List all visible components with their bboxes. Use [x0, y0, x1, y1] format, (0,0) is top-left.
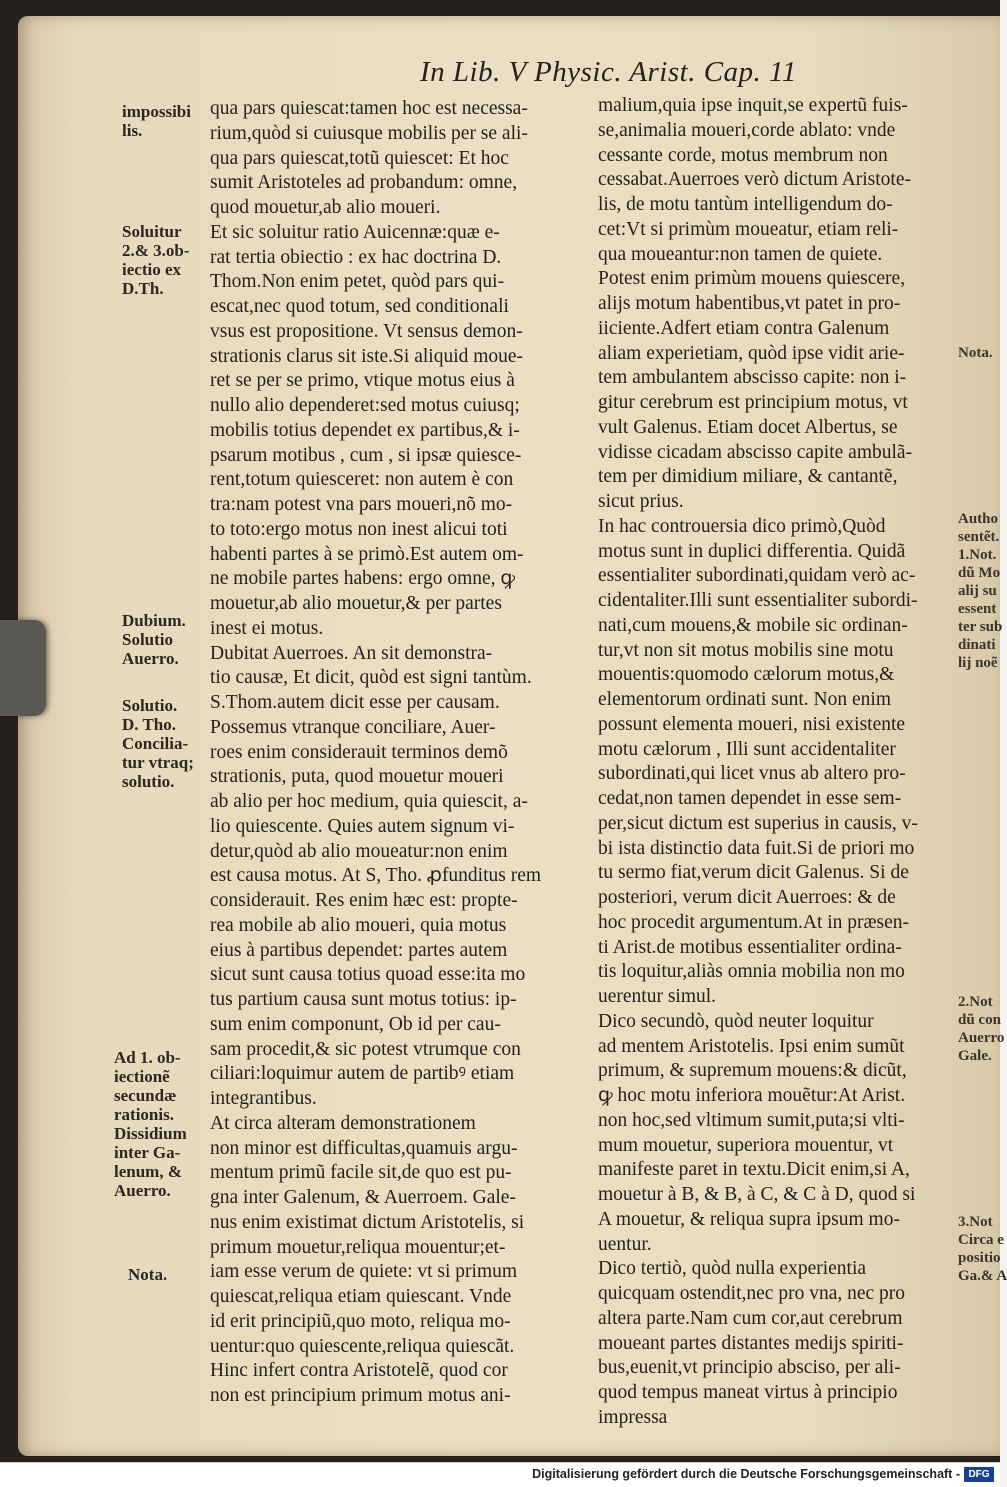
text-line: quiescat,reliqua etiam quiescant. Vnde: [210, 1286, 512, 1307]
text-line: Dubitat Auerroes. An sit demonstra-: [210, 642, 493, 664]
margin-note-solutio: Solutio. D. Tho. Concilia- tur vtraq; solutio.: [122, 696, 194, 791]
text-line: alijs motum habentibus,vt patet in pro-: [598, 293, 901, 314]
text-line: primum mouetur,reliqua mouentur;et-: [210, 1236, 506, 1258]
text-line: mobilis totius dependet ex partibus,& i-: [210, 419, 520, 441]
text-line: In hac controuersia dico primò,Quòd: [598, 515, 886, 537]
text-line: motu cælorum , Illi sunt accidentaliter: [598, 738, 896, 760]
text-line: tra:nam potest vna pars moueri,nõ mo-: [210, 494, 513, 515]
text-line: non hoc,sed vltimum sumit,puta;si vlti-: [598, 1109, 905, 1131]
text-line: nullo alio dependeret:sed motus cuiusq;: [210, 395, 520, 416]
text-line: tio causæ, Et dicit, quòd est signi tantùm.: [210, 667, 532, 689]
text-line: roes enim considerauit terminos demõ: [210, 741, 508, 763]
text-line: aliam experietiam, quòd ipse vidit arie-: [598, 342, 905, 364]
text-line: malium,quia ipse inquit,se expertũ fuis-: [598, 95, 908, 116]
text-line: strationis, puta, quod mouetur moueri: [210, 766, 504, 788]
text-line: ꝙ hoc motu inferiora mouẽtur:At Arist.: [598, 1085, 906, 1106]
margin-note-ad-obiectionem: Ad 1. ob- iectionẽ secundæ rationis. Dissidium inter Ga- lenum, & Auerro.: [114, 1048, 187, 1200]
text-line: Hinc infert contra Aristotelẽ, quod cor: [210, 1360, 508, 1382]
text-line: non est principium primum motus ani-: [210, 1385, 511, 1406]
text-line: eius à partibus dependet: partes autem: [210, 939, 508, 961]
text-line: psarum motibus , cum , si ipsæ quiesce-: [210, 444, 522, 466]
text-line: tem ambulantem abscisso capite: non i-: [598, 367, 907, 389]
text-line: bus,euenit,vt principio absciso, per ali-: [598, 1357, 901, 1379]
text-line: vult Galenus. Etiam docet Albertus, se: [598, 416, 898, 438]
footer-credit: Digitalisierung gefördert durch die Deutsche Forschungsgemeinschaft -: [532, 1467, 960, 1481]
text-line: per,sicut dictum est superius in causis, v-: [598, 812, 918, 834]
text-line: quicquam ostendit,nec pro vna, nec pro: [598, 1283, 906, 1304]
text-line: to toto:ergo motus non inest alicui toti: [210, 518, 508, 540]
margin-note-nota-right: Nota.: [958, 345, 993, 361]
text-line: qua moueantur:non tamen de quiete.: [598, 243, 883, 265]
page-clip: [0, 620, 46, 716]
text-line: quod mouetur,ab alio moueri.: [210, 197, 441, 218]
text-line: sicut sunt causa totius quoad esse:ita mo: [210, 964, 526, 986]
text-line: Possemus vtranque conciliare, Auer-: [210, 716, 496, 738]
margin-note-2-nota: 2.Not dũ con Auerro Gale.: [958, 994, 1005, 1064]
text-line: ciliari:loquimur autem de partibꝰ etiam: [210, 1063, 515, 1085]
text-line: possunt elementa moueri, nisi existente: [598, 713, 906, 735]
text-line: uerentur simul.: [598, 986, 717, 1007]
text-line: ti Arist.de motibus essentialiter ordina-: [598, 936, 902, 958]
text-line: vidisse cicadam abscisso capite ambulã-: [598, 441, 913, 463]
text-line: rium,quòd si cuiusque mobilis per se ali-: [210, 122, 528, 144]
margin-note-3-nota: 3.Not Circa e positio Ga.& A: [958, 1214, 1007, 1284]
text-line: uentur:quo quiescente,reliqua quiescãt.: [210, 1335, 515, 1357]
text-line: rat tertia obiectio : ex hac doctrina D.: [210, 246, 502, 268]
text-line: mentum primũ facile sit,de quo est pu-: [210, 1162, 512, 1184]
text-line: vsus est propositione. Vt sensus demon-: [210, 320, 523, 342]
text-line: integrantibus.: [210, 1088, 317, 1109]
text-line: moueant partes distantes medijs spiriti-: [598, 1332, 904, 1354]
text-line: strationis clarus sit iste.Si aliquid moue-: [210, 345, 524, 367]
text-line: essentialiter subordinati,quidam verò ac-: [598, 565, 916, 587]
text-line: rea mobile ab alio moueri, quia motus: [210, 914, 507, 936]
text-line: hoc procedit argumentum.At in præsen-: [598, 911, 910, 933]
text-line: gna inter Galenum, & Auerroem. Gale-: [210, 1187, 516, 1208]
text-line: mouentis:quomodo cælorum motus,&: [598, 664, 895, 686]
text-line: tis loquitur,aliàs omnia mobilia non mo: [598, 961, 905, 983]
text-line: tem per dimidium miliare, & cantantẽ,: [598, 466, 898, 488]
text-line: sumit Aristoteles ad probandum: omne,: [210, 172, 518, 194]
text-line: cedat,non tamen dependet in esse sem-: [598, 788, 902, 809]
text-line: Dico tertiò, quòd nulla experientia: [598, 1258, 867, 1280]
text-line: A mouetur, & reliqua supra ipsum mo-: [598, 1208, 900, 1230]
text-line: sum enim componunt, Ob id per cau-: [210, 1013, 501, 1035]
text-line: cessante corde, motus membrum non: [598, 144, 888, 166]
text-line: motus sunt in duplici differentia. Quidã: [598, 540, 906, 562]
text-line: nus enim existimat dictum Aristotelis, si: [210, 1211, 525, 1233]
text-line: ab alio per hoc medium, quia quiescit, a-: [210, 791, 528, 812]
right-text-column: [598, 94, 960, 1431]
text-line: sicut prius.: [598, 491, 684, 512]
text-line: ret se per se primo, vtique motus eius à: [210, 370, 515, 392]
text-line: Dico secundò, quòd neuter loquitur: [598, 1010, 874, 1032]
text-line: mouetur à B, & B, à C, & C à D, quod si: [598, 1184, 916, 1205]
text-line: mum mouetur, superiora mouentur, vt: [598, 1134, 894, 1156]
text-line: nati,cum mouens,& mobile sic ordinan-: [598, 614, 908, 636]
text-line: bi ista distinctio data fuit.Si de priori mo: [598, 837, 915, 859]
text-line: Potest enim primùm mouens quiescere,: [598, 268, 906, 290]
text-line: Et sic soluitur ratio Auicennæ:quæ e-: [210, 221, 500, 243]
margin-note-authoris-sententia: Autho sentẽt. 1.Not. dũ Mo alij su essent ter sub dinati lij noẽ: [958, 511, 1003, 671]
text-line: altera parte.Nam cum cor,aut cerebrum: [598, 1307, 903, 1329]
text-line: escat,nec quod totum, sed conditionali: [210, 296, 509, 317]
margin-note-soluitur: Soluitur 2.& 3.ob- iectio ex D.Th.: [122, 222, 190, 298]
text-line: mouetur,ab alio mouetur,& per partes: [210, 593, 502, 614]
text-line: manifeste paret in textu.Dicit enim,si A,: [598, 1159, 910, 1181]
left-text-column: [210, 97, 588, 1409]
text-line: gitur cerebrum est principium motus, vt: [598, 392, 908, 413]
footer-bar: [0, 1462, 1000, 1487]
text-line: se,animalia moueri,corde ablato: vnde: [598, 119, 896, 141]
text-line: Thom.Non enim petet, quòd pars qui-: [210, 271, 505, 293]
text-line: uentur.: [598, 1233, 652, 1255]
text-line: primum, & supremum mouens:& dicũt,: [598, 1060, 907, 1082]
text-line: id erit principiũ,quo moto, reliqua mo-: [210, 1310, 511, 1332]
text-line: iiciente.Adfert etiam contra Galenum: [598, 317, 890, 339]
text-line: quod tempus maneat virtus à principio: [598, 1382, 898, 1403]
dfg-logo: DFG: [964, 1467, 994, 1482]
text-line: qua pars quiescat,totũ quiescet: Et hoc: [210, 147, 509, 169]
text-line: detur,quòd ab alio moueatur:non enim: [210, 840, 508, 862]
text-line: posteriori, verum dicit Auerroes: & de: [598, 887, 896, 908]
text-line: sam procedit,& sic potest vtrumque con: [210, 1038, 521, 1060]
text-line: S.Thom.autem dicit esse per causam.: [210, 692, 500, 713]
text-line: ne mobile partes habens: ergo omne, ꝙ: [210, 568, 516, 590]
text-line: non minor est difficultas,quamuis argu-: [210, 1137, 518, 1159]
text-line: tur,vt non sit motus mobilis sine motu: [598, 639, 894, 661]
text-line: tus partium causa sunt motus totius: ip-: [210, 989, 517, 1010]
text-line: ad mentem Aristotelis. Ipsi enim sumũt: [598, 1035, 905, 1057]
text-line: cidentaliter.Illi sunt essentialiter subordi-: [598, 590, 918, 611]
text-line: impressa: [598, 1406, 668, 1428]
text-line: lio quiescente. Quies autem signum vi-: [210, 815, 515, 837]
text-line: est causa motus. At S, Tho. ꝓfunditus rem: [210, 865, 542, 887]
text-line: subordinati,qui licet vnus ab altero pro-: [598, 763, 906, 785]
margin-note-nota-left: Nota.: [128, 1265, 168, 1284]
running-head: In Lib. V Physic. Arist. Cap. 11: [420, 56, 797, 88]
margin-note-dubium: Dubium. Solutio Auerro.: [122, 611, 186, 668]
text-line: considerauit. Res enim hæc est: propte-: [210, 890, 518, 911]
text-line: cessabat.Auerroes verò dictum Aristote-: [598, 169, 911, 191]
text-line: elementorum ordinati sunt. Non enim: [598, 689, 891, 710]
text-line: tu sermo fiat,verum dicit Galenus. Si de: [598, 862, 909, 884]
text-line: iam esse verum de quiete: vt si primum: [210, 1261, 518, 1283]
text-line: lis, de motu tantùm intelligendum do-: [598, 194, 893, 215]
margin-note-impossibilis: impossibi lis.: [122, 102, 191, 140]
text-line: cet:Vt si primùm moueatur, etiam reli-: [598, 218, 899, 240]
text-line: habenti partes à se primò.Est autem om-: [210, 543, 524, 565]
text-line: qua pars quiescat:tamen hoc est necessa-: [210, 98, 528, 119]
text-line: rent,totum quiesceret: non autem è con: [210, 469, 514, 491]
text-line: inest ei motus.: [210, 617, 324, 639]
text-line: At circa alteram demonstrationem: [210, 1112, 476, 1134]
